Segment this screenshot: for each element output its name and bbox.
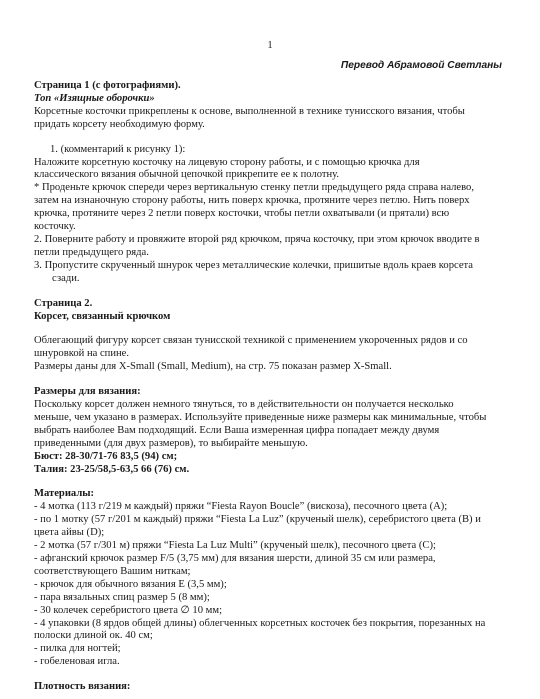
paragraph-line: затем на изнаночную сторону работы, нить поверх крючка, протяните через петлю. Нить поверх [34,195,470,207]
gauge-heading: Плотность вязания: [34,681,131,693]
section1-subtitle: Топ «Изящные оборочки» [34,92,155,104]
material-item: - 2 мотка (57 г/301 м) пряжи “Fiesta La Luz Multi” (крученый шелк), песочного цвета (C); [34,540,436,552]
material-item: полоски длиной ок. 40 см; [34,630,153,642]
paragraph-line: Наложите корсетную косточку на лицевую сторону работы, и с помощью крючка для [34,156,420,168]
paragraph-line: 3. Пропустите скрученный шнурок через металлические колечки, пришитые вдоль краев корсета [34,259,473,271]
paragraph-line: классического вязания обычной цепочкой прикрепите ее к полотну. [34,169,340,181]
paragraph-line: Корсетные косточки прикреплены к основе, выполненной в технике тунисского вязания, чтобы [34,105,465,117]
material-item: - 4 мотка (113 г/219 м каждый) пряжи “Fiesta Rayon Boucle” (вискоза), песочного цвета (A); [34,501,448,513]
section2-heading: Страница 2. [34,297,93,309]
sizes-heading: Размеры для вязания: [34,386,141,398]
material-item: - афганский крючок размер F/5 (3,75 мм) для вязания шерсти, длиной 35 см или размера, [34,553,436,564]
paragraph-line: приведенными (для двух размеров), то выбирайте меньшую. [34,437,308,449]
material-item: соответствующего Вашим ниткам; [34,565,191,577]
paragraph-line: 2. Поверните работу и провяжите второй ряд крючком, пряча косточку, при этом крючок вводите в [34,233,480,245]
paragraph-line: Размеры даны для X-Small (Small, Medium), на стр. 75 показан размер X-Small. [34,361,392,373]
material-item: - 4 упаковки (8 ярдов общей длины) облегченных корсетных косточек без покрытия, порезанных на [34,617,486,629]
paragraph-line: меньше, чем указано в размерах. Используйте приведенные ниже размеры как минимальные, чтобы [34,411,487,423]
waist-size: Талия: 23-25/58,5-63,5 66 (76) см. [34,463,190,475]
paragraph-line: шнуровкой на спине. [34,348,130,360]
comment-label: 1. (комментарий к рисунку 1): [50,143,186,155]
material-item: - пилка для ногтей; [34,643,121,655]
materials-heading: Материалы: [34,488,95,500]
material-item: - крючок для обычного вязания E (3,5 мм); [34,578,227,590]
section2-title: Корсет, связанный крючком [34,310,171,322]
paragraph-line: придать корсету необходимую форму. [34,118,205,130]
material-item: - 30 колечек серебристого цвета ∅ 10 мм; [34,604,223,616]
section1-heading: Страница 1 (с фотографиями). [34,80,181,91]
material-item: цвета айвы (D); [34,527,105,539]
bust-size: Бюст: 28-30/71-76 83,5 (94) см; [34,450,178,462]
paragraph-line: косточку. [34,221,76,233]
paragraph-line: петли предыдущего ряда. [34,246,149,258]
material-item: - по 1 мотку (57 г/201 м каждый) пряжи “Fiesta La Luz” (крученый шелк), серебристого цвета (B) и [34,514,481,526]
paragraph-line: Облегающий фигуру корсет связан тунисской техникой с применением укороченных рядов и со [34,335,468,347]
document-body [34,80,508,694]
material-item: - пара вязальных спиц размер 5 (8 мм); [34,591,210,603]
translator-credit: Перевод Абрамовой Светланы [340,60,502,71]
paragraph-line: крючка, протяните через 2 петли поверх косточки, чтобы петли охватывали (и прятали) всю [34,208,450,220]
paragraph-line: * Проденьте крючок спереди через вертикальную стенку петли предыдущего ряда справа налево, [34,182,475,194]
material-item: - гобеленовая игла. [34,656,120,668]
paragraph-line: сзади. [52,272,80,284]
paragraph-line: Поскольку корсет должен немного тянуться, то в действительности он получается несколько [34,399,454,411]
paragraph-line: выбрать наиболее Вам подходящий. Если Ваша измеренная цифра попадает между двумя [34,424,440,436]
page-number: 1 [267,40,273,51]
